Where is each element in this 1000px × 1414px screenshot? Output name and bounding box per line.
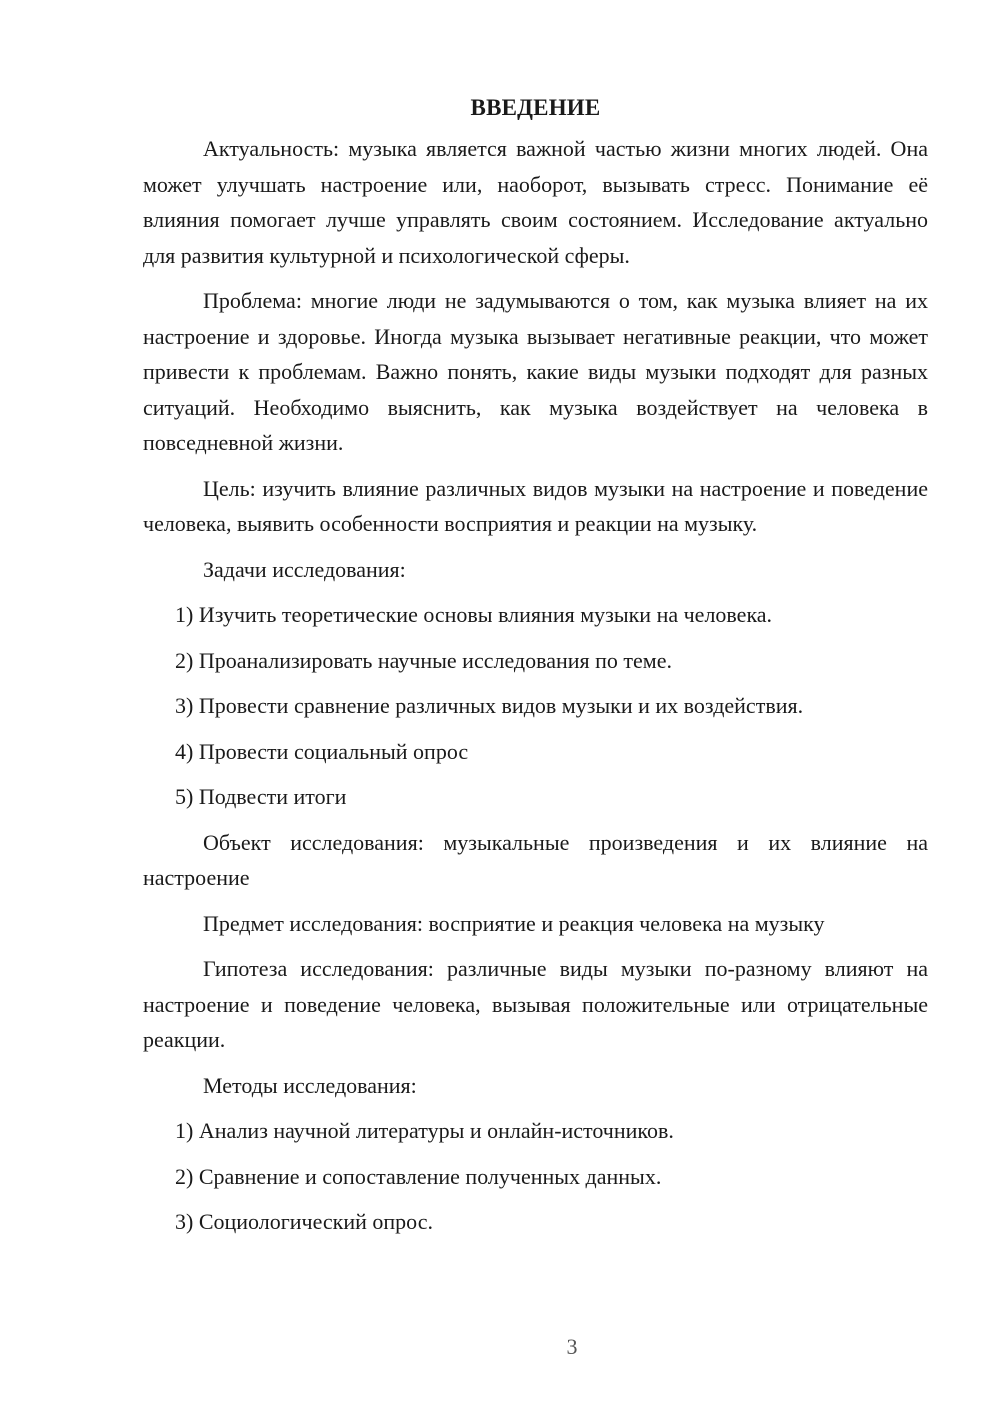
page-number: 3 bbox=[566, 1334, 578, 1359]
tasks-list bbox=[143, 597, 928, 815]
tasks-title: Задачи исследования: bbox=[203, 556, 406, 582]
relevance-paragraph: Актуальность: музыка является важной частью жизни многих людей. Она может улучшать настроение или, наоборот, вызывать стресс. Понимание её влияния помогает лучше управлять своим состоянием. Исследование актуально для развития культурной и психологической сферы. bbox=[143, 136, 928, 268]
goal-paragraph: Цель: изучить влияние различных видов музыки на настроение и поведение человека, выявить особенности восприятия и реакции на музыку. bbox=[143, 475, 928, 536]
methods-list bbox=[143, 1113, 928, 1240]
document-page bbox=[143, 90, 928, 1250]
task-item: 4) Провести социальный опрос bbox=[175, 738, 469, 764]
subject-paragraph: Предмет исследования: восприятие и реакция человека на музыку bbox=[203, 910, 825, 936]
task-item: 5) Подвести итоги bbox=[175, 784, 347, 809]
section-heading: ВВЕДЕНИЕ bbox=[470, 95, 601, 120]
object-paragraph: Объект исследования: музыкальные произведения и их влияние на настроение bbox=[143, 829, 928, 890]
task-item: 2) Проанализировать научные исследования по теме. bbox=[175, 647, 672, 673]
method-item: 2) Сравнение и сопоставление полученных данных. bbox=[175, 1163, 662, 1189]
problem-paragraph: Проблема: многие люди не задумываются о том, как музыка влияет на их настроение и здоровье. Иногда музыка вызывает негативные реакции, что может привести к проблемам. Важно понять, какие виды музыки подходят для разных ситуаций. Необходимо выяснить, как музыка воздействует на человека в повседневной жизни. bbox=[143, 288, 928, 455]
methods-title: Методы исследования: bbox=[203, 1072, 417, 1098]
method-item: 3) Социологический опрос. bbox=[175, 1209, 433, 1234]
method-item: 1) Анализ научной литературы и онлайн-источников. bbox=[175, 1118, 674, 1143]
task-item: 3) Провести сравнение различных видов музыки и их воздействия. bbox=[175, 693, 804, 718]
hypothesis-paragraph: Гипотеза исследования: различные виды музыки по-разному влияют на настроение и поведение человека, вызывая положительные или отрицательные реакции. bbox=[143, 956, 928, 1052]
task-item: 1) Изучить теоретические основы влияния музыки на человека. bbox=[175, 602, 773, 627]
